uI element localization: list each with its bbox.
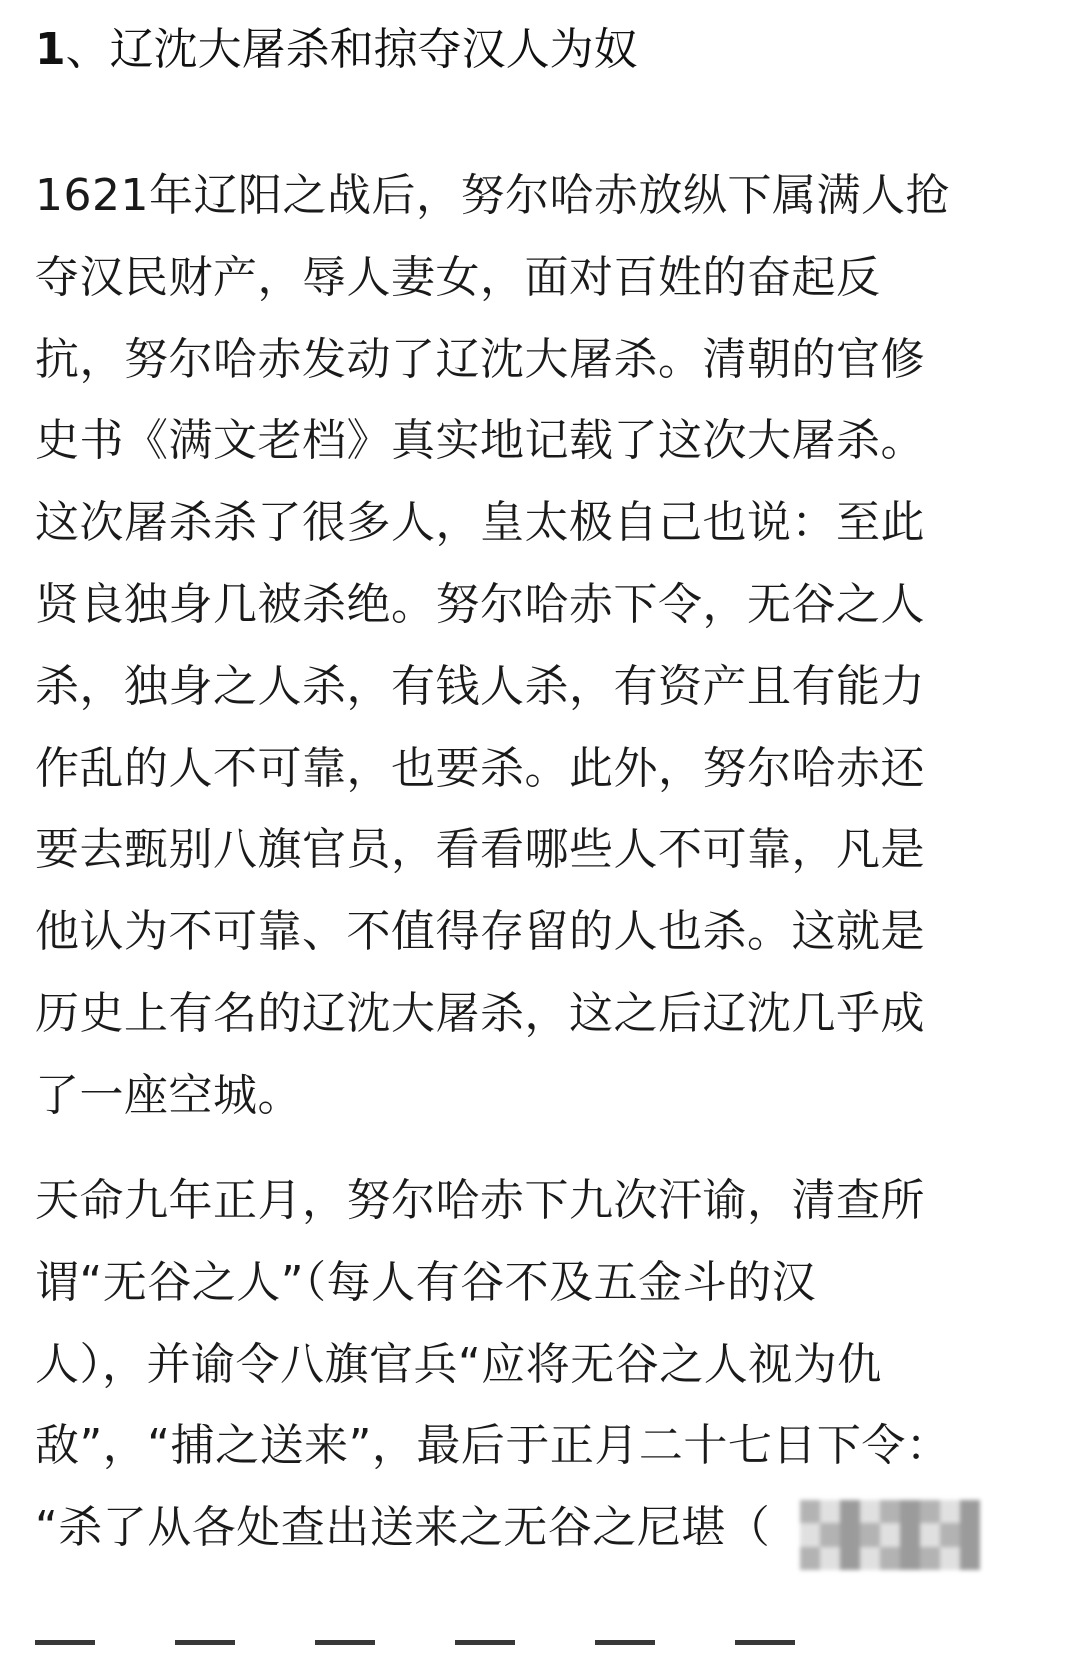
paragraph-liaoshen-massacre bbox=[35, 155, 950, 1137]
text-line: 要去甄别八旗官员，看看哪些人不可靠，凡是 bbox=[35, 824, 925, 876]
section-title: 、辽沈大屠杀和掠夺汉人为奴 bbox=[65, 24, 638, 75]
text-line: 历史上有名的辽沈大屠杀，这之后辽沈几乎成 bbox=[35, 987, 925, 1039]
text-line: 1621年辽阳之战后，努尔哈赤放纵下属满人抢 bbox=[35, 170, 950, 221]
truncated-next-line bbox=[35, 1640, 1035, 1680]
text-line: 了一座空城。 bbox=[35, 1069, 302, 1121]
text-line: 夺汉民财产，辱人妻女，面对百姓的奋起反 bbox=[35, 251, 881, 303]
text-line: 他认为不可靠、不值得存留的人也杀。这就是 bbox=[35, 906, 925, 958]
text-line: 人），并谕令八旗官兵“应将无谷之人视为仇 bbox=[35, 1338, 882, 1390]
text-line: “杀了从各处查出送来之无谷之尼堪（ bbox=[35, 1502, 771, 1554]
text-line: 谓“无谷之人”（每人有谷不及五金斗的汉 bbox=[35, 1256, 817, 1308]
watermark-mosaic bbox=[800, 1500, 980, 1570]
text-line: 杀，独身之人杀，有钱人杀，有资产且有能力 bbox=[35, 660, 925, 712]
section-number: 1 bbox=[35, 24, 66, 75]
text-line: 作乱的人不可靠，也要杀。此外，努尔哈赤还 bbox=[35, 742, 925, 794]
text-line: 抗，努尔哈赤发动了辽沈大屠杀。清朝的官修 bbox=[35, 333, 925, 385]
text-line: 史书《满文老档》真实地记载了这次大屠杀。 bbox=[35, 415, 925, 467]
text-line: 天命九年正月，努尔哈赤下九次汗谕，清查所 bbox=[35, 1175, 925, 1226]
text-line: 这次屠杀杀了很多人，皇太极自己也说：至此 bbox=[35, 497, 925, 549]
section-heading bbox=[35, 18, 638, 82]
text-line: 贤良独身几被杀绝。努尔哈赤下令，无谷之人 bbox=[35, 578, 925, 630]
text-line: 敌”，“捕之送来”，最后于正月二十七日下令： bbox=[35, 1420, 951, 1472]
